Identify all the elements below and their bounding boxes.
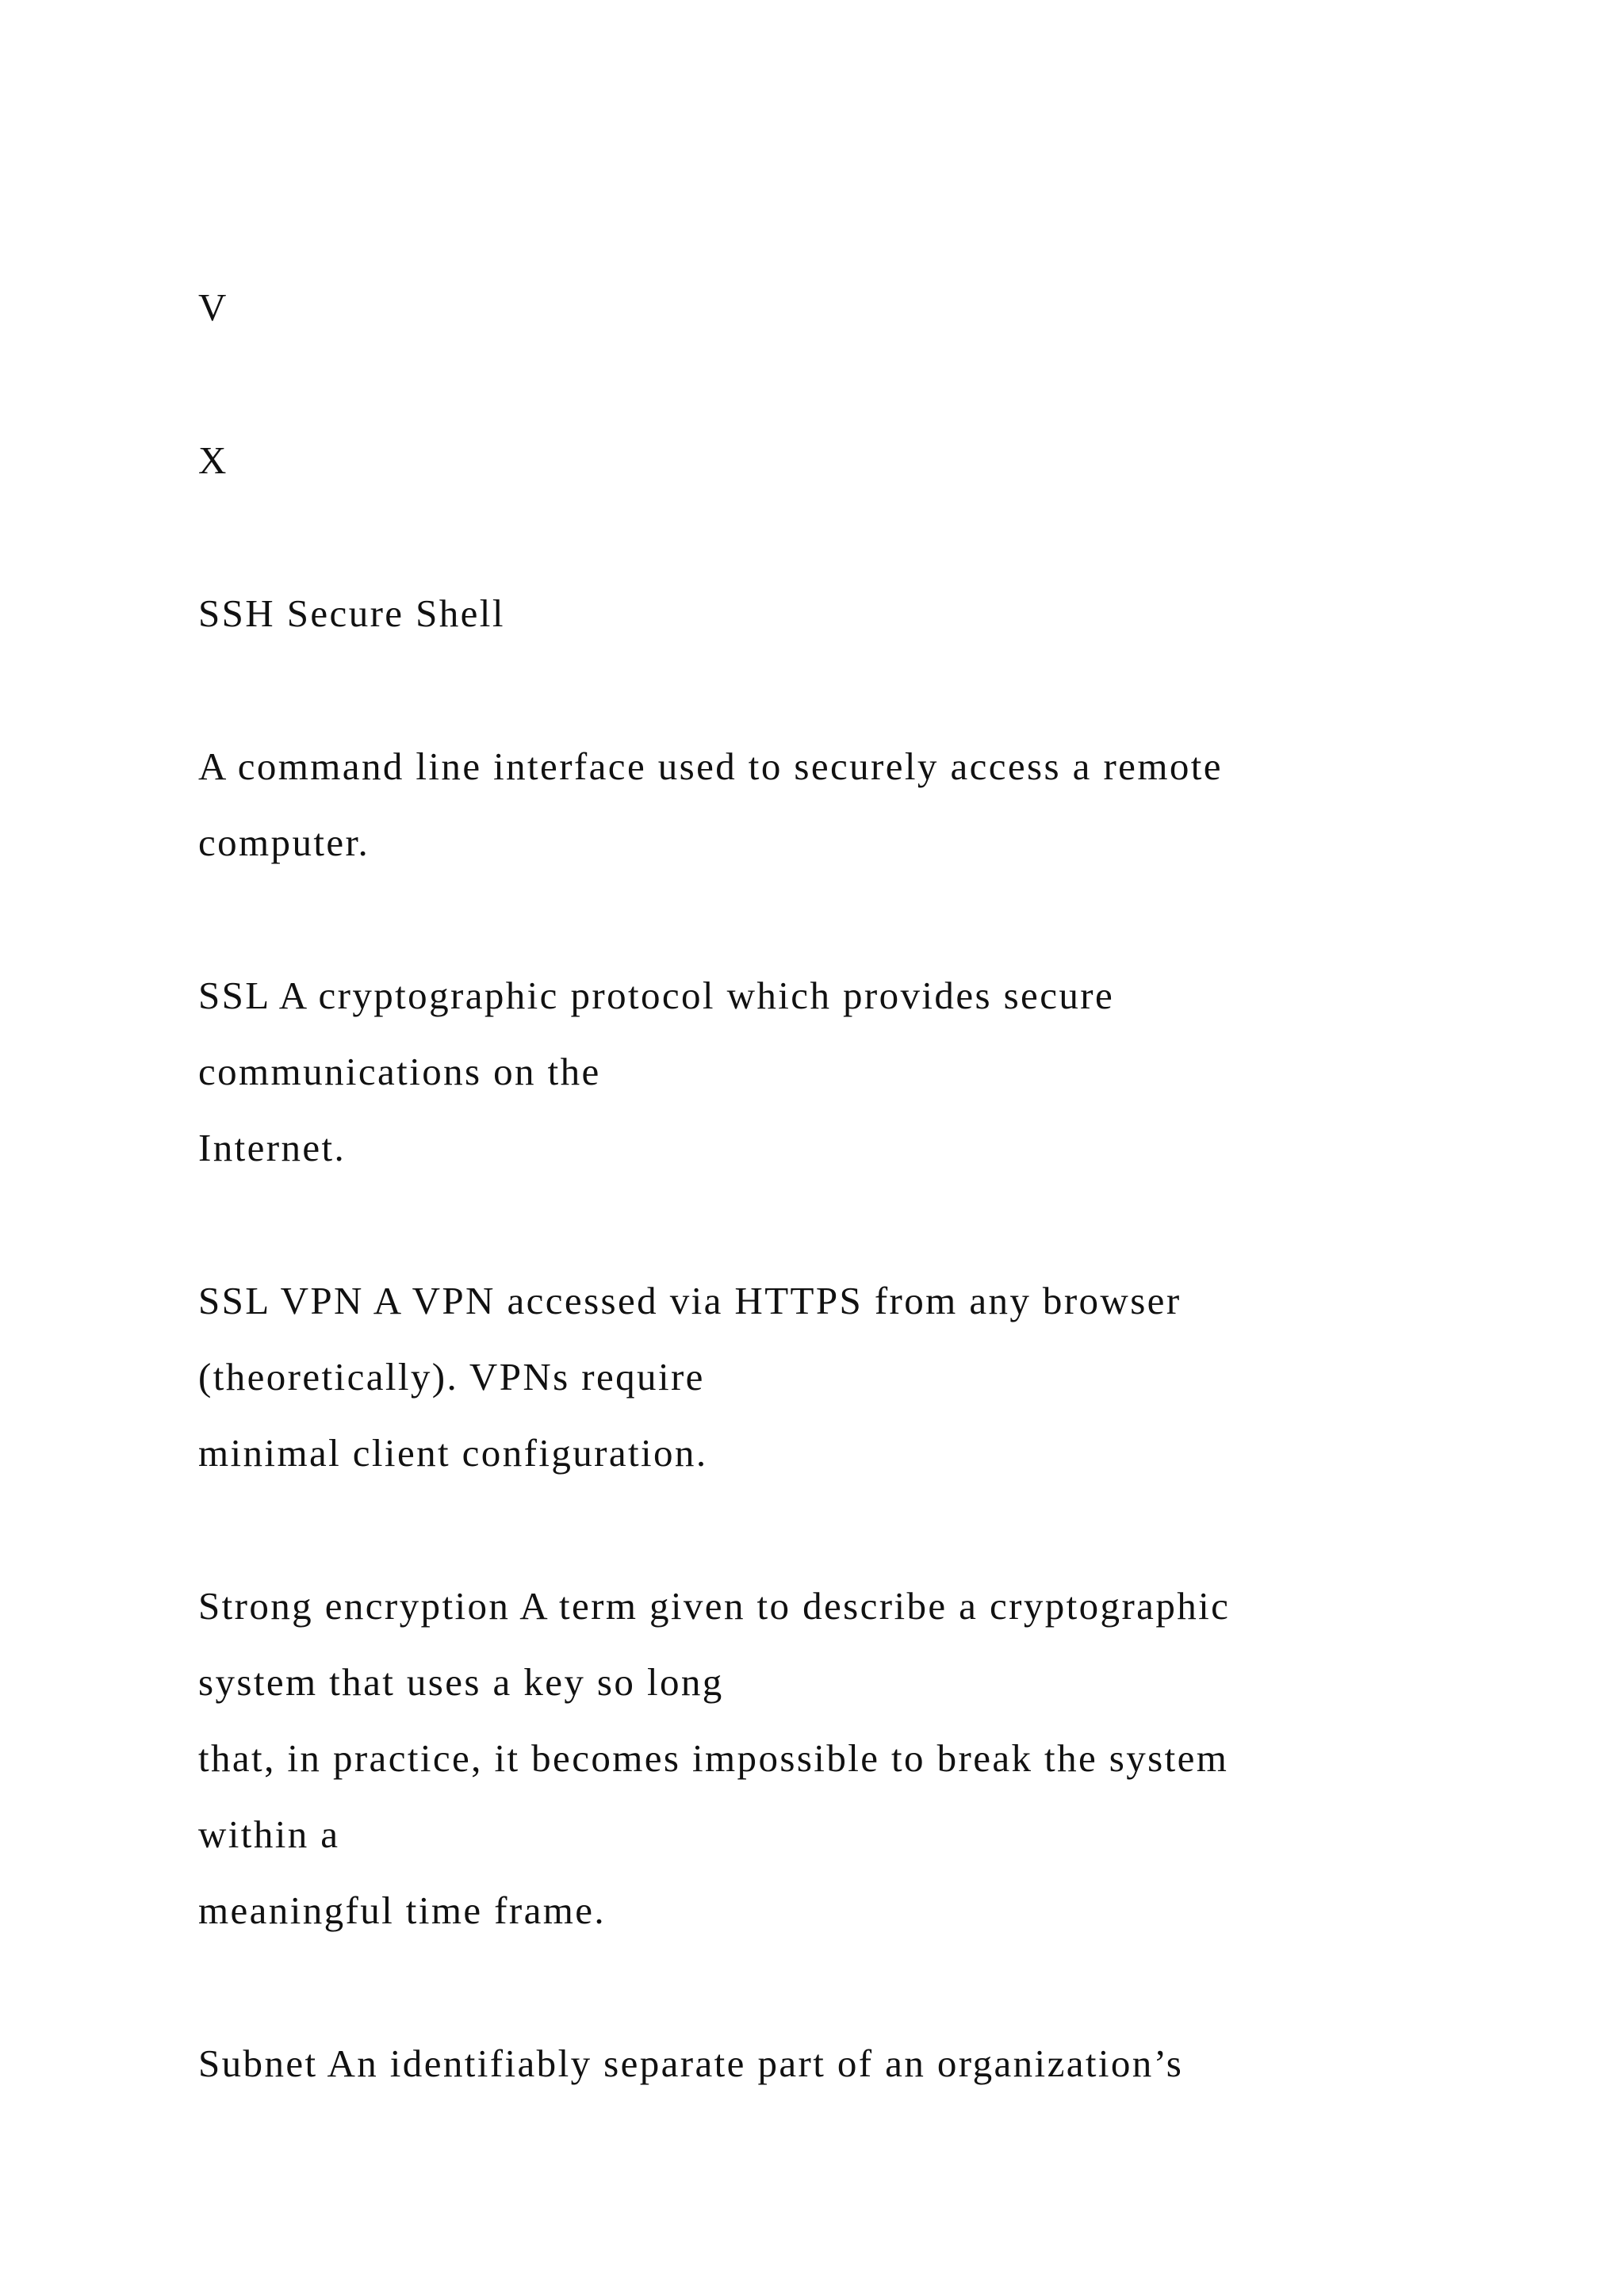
- blank-line: [198, 652, 1546, 729]
- entry-strong-encryption-line-1: Strong encryption A term given to describe a cryptographic: [198, 1584, 1231, 1628]
- entry-ssh-definition-line-2: computer.: [198, 821, 370, 864]
- glossary-letter-x: X: [198, 438, 228, 482]
- entry-ssh-term: SSH Secure Shell: [198, 591, 505, 635]
- blank-line: [198, 1186, 1546, 1263]
- entry-strong-encryption-line-2: system that uses a key so long: [198, 1660, 724, 1704]
- blank-line: [198, 499, 1546, 576]
- entry-strong-encryption-line-4: within a: [198, 1812, 340, 1856]
- entry-ssl-vpn-line-3: minimal client configuration.: [198, 1431, 708, 1475]
- entry-ssh-definition-line-1: A command line interface used to securely access a remote: [198, 744, 1223, 788]
- document-text: [198, 270, 1546, 2102]
- entry-ssl-vpn-line-2: (theoretically). VPNs require: [198, 1355, 705, 1399]
- glossary-letter-v: V: [198, 285, 228, 329]
- blank-line: [198, 1949, 1546, 2026]
- entry-ssl-vpn-line-1: SSL VPN A VPN accessed via HTTPS from any browser: [198, 1279, 1182, 1322]
- entry-strong-encryption-line-3: that, in practice, it becomes impossible to break the system: [198, 1736, 1229, 1780]
- entry-ssl-line-1: SSL A cryptographic protocol which provides secure: [198, 974, 1115, 1017]
- entry-ssl-line-2: communications on the: [198, 1050, 601, 1093]
- entry-subnet-line-1: Subnet An identifiably separate part of an organization’s: [198, 2042, 1184, 2085]
- entry-strong-encryption-line-5: meaningful time frame.: [198, 1888, 607, 1932]
- blank-line: [198, 1491, 1546, 1568]
- blank-line: [198, 881, 1546, 958]
- entry-ssl-line-3: Internet.: [198, 1126, 347, 1169]
- blank-line: [198, 346, 1546, 423]
